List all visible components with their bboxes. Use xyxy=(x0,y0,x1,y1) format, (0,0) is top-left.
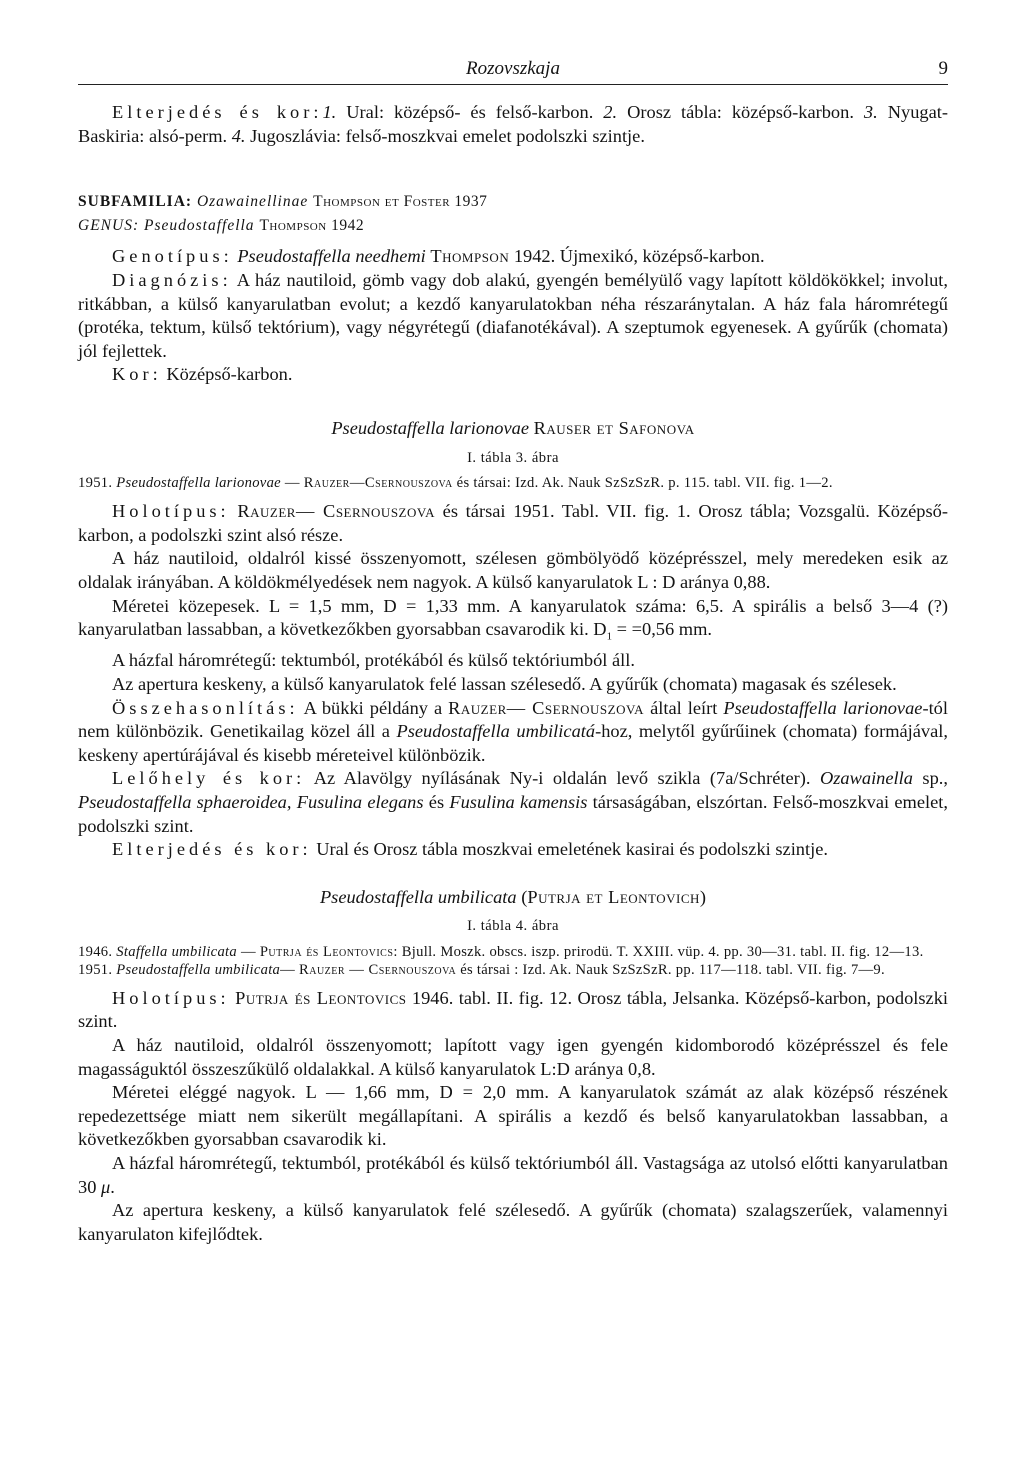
text-run: társaságában, elszórtan. Felső-moszkvai emelet, podolszki szint. xyxy=(78,791,948,836)
author-name: Rauzer— Csernouszova xyxy=(237,501,435,522)
ref-year: 1951. xyxy=(78,475,113,492)
mu-symbol: μ xyxy=(101,1176,111,1197)
subfamilia-line xyxy=(78,190,948,214)
synonymy-entry xyxy=(78,474,948,492)
section-lead: Diagnózis: xyxy=(112,269,232,290)
running-header xyxy=(78,50,948,85)
text-run: Jugoszlávia: felső-moszkvai emelet podolszki szintje. xyxy=(245,125,645,146)
text-run: Ural és Orosz tábla moszkvai emeletének kasirai és podolszki szintje. xyxy=(311,839,828,860)
text-run: Orosz tábla: középső-karbon. xyxy=(617,102,864,122)
plate-reference-1: I. tábla 3. ábra xyxy=(467,449,559,466)
genus-author: Thompson 1942 xyxy=(259,216,365,234)
ref-authors: Rauzer — Csernouszova xyxy=(299,961,457,978)
measurements-paragraph xyxy=(78,595,948,650)
author-name: Rauzer— Csernouszova xyxy=(448,697,645,718)
species-name: Pseudostaffella larionovae xyxy=(723,697,923,718)
text-run: 1946. tabl. II. fig. 12. Orosz tábla, Jelsanka. Középső-karbon, podolszki szint. xyxy=(78,987,948,1032)
subfamilia-label: SUBFAMILIA: xyxy=(78,193,193,211)
text-run: sp., xyxy=(912,768,948,789)
species-name: Pseudostaffella larionovae xyxy=(331,417,529,438)
synonymy-entry xyxy=(78,961,948,979)
locality-paragraph xyxy=(78,767,948,838)
subfamilia-author: Thompson et Foster 1937 xyxy=(313,193,488,211)
species-name: Pseudostaffella umbilicata xyxy=(319,886,517,907)
text-run: és xyxy=(423,791,450,812)
ref-name: Pseudostaffella umbilicata xyxy=(116,961,281,978)
subscript: 1 xyxy=(606,630,613,643)
wall-paragraph xyxy=(78,1152,948,1199)
text-run: -hoz, melytől gyűrűinek (chomata) formájával, keskeny apertúrájával és kisebb méreteivel különbözik. xyxy=(78,721,948,765)
text-run: Középső-karbon. xyxy=(161,364,293,385)
text-run: által leírt xyxy=(644,697,724,718)
species-name: Pseudostaffella needhemi xyxy=(237,246,426,267)
text-run: Nyugat-Baskiria: alsó-perm. xyxy=(78,102,948,146)
ref-rest: és társai: Izd. Ak. Nauk SzSzSzR. p. 115. tabl. VII. fig. 1—2. xyxy=(452,475,833,492)
ref-year: 1946. xyxy=(78,943,113,960)
section-lead: Holotípus: xyxy=(112,987,230,1008)
list-number: 2. xyxy=(603,102,618,122)
list-number: 4. xyxy=(231,125,246,146)
text-run: A házfal háromrétegű, tektumból, protékából és külső tektóriumból áll. Vastagsága az utolsó előtti kanyarulatban 30 xyxy=(78,1153,948,1197)
section-lead: Holotípus: xyxy=(112,501,230,522)
text-run: 1942. Újmexikó, középső-karbon. xyxy=(509,246,765,267)
wall-paragraph: A házfal háromrétegű: tektumból, protékából és külső tektóriumból áll. xyxy=(112,650,635,671)
ref-name: Pseudostaffella larionovae xyxy=(116,475,281,492)
species-name: Fusulina kamensis xyxy=(449,791,588,812)
diagnozis-paragraph xyxy=(78,269,948,363)
ref-authors: Rauzer—Csernouszova xyxy=(303,475,453,492)
plate-reference-2: I. tábla 4. ábra xyxy=(467,918,559,935)
aperture-paragraph: Az apertura keskeny, a külső kanyarulatok felé lassan szélesedő. A gyűrűk (chomata) magasak és szélesek. xyxy=(112,673,897,694)
document-page xyxy=(78,50,948,1246)
ref-sep: — xyxy=(237,943,260,960)
ref-sep: — xyxy=(280,961,299,978)
text-run: Ural: középső- és felső-karbon. xyxy=(336,102,604,122)
text-run: és társai 1951. Tabl. VII. fig. 1. Orosz tábla; Vozsgalü. Középső-karbon, a podolszki szint alsó része. xyxy=(78,501,948,545)
ref-rest: és társai : Izd. Ak. Nauk SzSzSzR. pp. 117—118. tabl. VII. fig. 7—9. xyxy=(456,961,885,978)
kor-paragraph xyxy=(78,363,948,387)
section-lead: Lelőhely és kor: xyxy=(112,768,306,789)
paren: ) xyxy=(699,886,707,907)
text-run: A ház nautiloid, gömb vagy dob alakú, gyengén bemélyülő vagy lapított köldökökkel; involut, ritkábban, a külső kanyarulatban evolut; a kezdő kanyarulatokban néha részaránytalan. A ház fala háromrétegű (protéka, tektum, külső tektórium), vagy négyrétegű (diafanotékával). A szeptumok egyenesek. A gyűrűk (chomata) jól fejlettek. xyxy=(78,269,948,361)
section-lead: Elterjedés és kor: xyxy=(112,839,312,860)
section-lead: Kor: xyxy=(112,364,162,385)
ref-name: Staffella umbilicata xyxy=(116,943,238,960)
elterjedes-paragraph-2 xyxy=(78,838,948,862)
page-number: 9 xyxy=(938,58,948,79)
elterjedes-paragraph-1 xyxy=(78,101,948,148)
aperture-paragraph: Az apertura keskeny, a külső kanyarulatok felé szélesedő. A gyűrűk (chomata) szalagszerűek, valamennyi kanyarulaton kifejlődtek. xyxy=(78,1200,948,1244)
genus-name: Pseudostaffella xyxy=(143,216,255,234)
ref-authors: Putrja és Leontovics xyxy=(259,943,394,960)
synonymy-entry xyxy=(78,943,948,961)
species-name: Pseudostaffella sphaeroidea, Fusulina elegans xyxy=(78,791,424,812)
text-run: A bükki példány a xyxy=(298,697,449,718)
genotipus-paragraph xyxy=(78,245,948,269)
author-name: Putrja et Leontovich xyxy=(527,886,700,907)
running-title: Rozovszkaja xyxy=(466,58,560,79)
paren: ( xyxy=(521,886,528,907)
species-heading-2 xyxy=(78,886,948,910)
text-run: = =0,56 mm. xyxy=(612,619,712,640)
author-name: Rauser et Safonova xyxy=(533,417,695,438)
description-paragraph: A ház nautiloid, oldalról összenyomott; lapított vagy igen gyengén kidomborodó középrésszel és fele magasságuktól összeszűkülő oldalakkal. A külső kanyarulatok L:D aránya 0,8. xyxy=(78,1035,948,1079)
comparison-paragraph xyxy=(78,697,948,768)
subfamilia-name: Ozawainellinae xyxy=(196,193,309,211)
section-lead: Elterjedés és kor: xyxy=(112,102,323,122)
description-paragraph: A ház nautiloid, oldalról kissé összenyomott, szélesen gömbölyödő középrésszel, mely meredeken esik az oldalak irányában. A köldökmélyedések nem nagyok. A külső kanyarulatok L : D aránya 0,88. xyxy=(78,548,948,592)
list-number: 1. xyxy=(322,102,337,122)
text-run: . xyxy=(110,1176,115,1197)
section-lead: Összehasonlítás: xyxy=(112,697,299,718)
measurements-paragraph: Méretei eléggé nagyok. L — 1,66 mm, D = 2,0 mm. A kanyarulatok számát az alak középső részének repedezettsége miatt nem sikerült megállapítani. A spirális a kezdő és belső kanyarulatokban lassabban, a következőkben gyorsabban csavarodik ki. xyxy=(78,1082,948,1150)
holotipus-paragraph-2 xyxy=(78,987,948,1034)
ref-sep: — xyxy=(280,475,304,492)
genus-line xyxy=(78,214,948,238)
species-heading-1 xyxy=(78,417,948,441)
list-number: 3. xyxy=(863,102,878,122)
species-name: Pseudostaffella umbilicatá xyxy=(396,721,596,742)
section-lead: Genotípus: xyxy=(112,246,233,267)
text-run: Az Alavölgy nyílásának Ny-i oldalán levő szikla (7a/Schréter). xyxy=(305,768,820,789)
author-name: Putrja és Leontovics xyxy=(235,987,407,1008)
genus-label: GENUS: xyxy=(78,216,140,234)
author-name: Thompson xyxy=(430,246,510,267)
ref-rest: : Bjull. Moszk. obscs. iszp. prirodü. T. XXIII. vüp. 4. pp. 30—31. tabl. II. fig. 12—13. xyxy=(393,943,924,960)
species-name: Ozawainella xyxy=(819,768,913,789)
text-run: -tól nem különbözik. Genetikailag közel áll a xyxy=(78,697,948,742)
ref-year: 1951. xyxy=(78,961,113,978)
text-run: Méretei közepesek. L = 1,5 mm, D = 1,33 mm. A kanyarulatok száma: 6,5. A spirális a belső 3—4 (?) kanyarulatban lassabban, a következőkben gyorsabban csavarodik ki. D xyxy=(78,595,948,640)
holotipus-paragraph-1 xyxy=(78,500,948,547)
